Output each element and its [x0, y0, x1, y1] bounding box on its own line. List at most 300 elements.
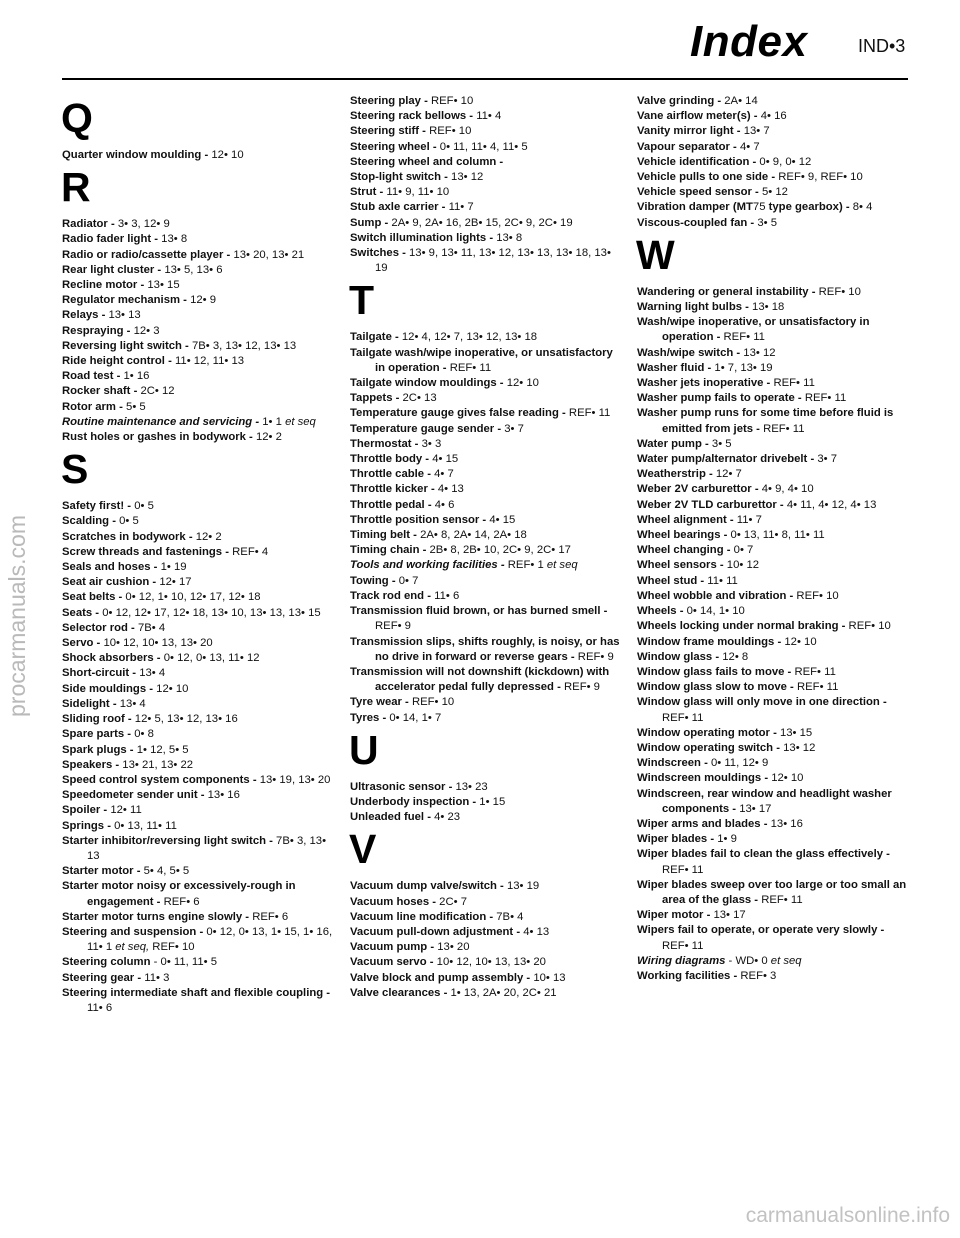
entry-refs: 0• 12, 0• 13, 11• 12 [163, 652, 260, 665]
index-entry [62, 384, 336, 399]
entry-term: Reversing light switch - [62, 339, 192, 352]
entry-refs: 13• 19, 13• 20 [259, 773, 331, 786]
header-rule [62, 78, 908, 80]
entry-term: Transmission fluid brown, or has burned smell - [350, 605, 608, 618]
entry-term: Windscreen mouldings - [637, 772, 772, 785]
entry-refs: 12• 8 [722, 650, 749, 663]
index-entry [350, 528, 624, 543]
index-entry [350, 406, 624, 421]
entry-refs: REF• 11 [662, 711, 704, 724]
entry-refs: REF• 10 [818, 285, 861, 298]
entry-term: Safety first! - [62, 500, 135, 513]
entry-term: Ultrasonic sensor - [350, 780, 456, 793]
index-entry [637, 665, 911, 680]
index-entry [637, 124, 911, 139]
entry-refs: 0• 13, 11• 11 [114, 819, 177, 832]
entry-refs: 11• 7 [736, 513, 762, 526]
entry-term: Vacuum line modification - [350, 910, 497, 923]
entry-term: Wipers fail to operate, or operate very slowly - [637, 924, 885, 937]
entry-term: Track rod end - [350, 589, 435, 602]
entry-term: Valve grinding - [637, 95, 725, 107]
index-entry [637, 315, 911, 345]
entry-refs: REF• 10 [411, 696, 455, 709]
entry-refs: 4• 15 [489, 513, 516, 526]
entry-term: Tailgate window mouldings - [350, 377, 507, 390]
entry-term: Servo - [62, 637, 104, 650]
entry-refs: 4• 15 [432, 453, 459, 466]
entry-term: Rust holes or gashes in bodywork - [62, 431, 256, 444]
index-entry [637, 574, 911, 589]
entry-term: Wiper blades - [637, 833, 718, 846]
index-entry [637, 376, 911, 391]
entry-term: Steering play - [350, 95, 431, 107]
index-entry [350, 346, 624, 376]
entry-term: Steering column [62, 956, 154, 969]
entry-refs: 4• 23 [434, 811, 461, 824]
index-entry [62, 636, 336, 651]
index-entry [62, 430, 336, 445]
index-entry [350, 795, 624, 810]
index-entry [350, 231, 624, 246]
entry-term: Ride height control - [62, 355, 175, 368]
index-entry [62, 864, 336, 879]
index-entry [637, 185, 911, 200]
section-letter: T [349, 277, 375, 324]
index-entry [637, 695, 911, 725]
entry-term: Respraying - [62, 324, 134, 337]
index-entry [350, 376, 624, 391]
entry-term: Window glass will only move in one direction - [637, 696, 887, 709]
index-entry [62, 910, 336, 925]
entry-term: Vacuum pump - [350, 941, 438, 954]
index-entry [350, 200, 624, 215]
entry-term: Seats - [62, 606, 103, 619]
index-entry [62, 712, 336, 727]
entry-term: Temperature gauge sender - [350, 422, 505, 435]
index-entry [350, 910, 624, 925]
entry-term: Seat belts - [62, 591, 126, 604]
entry-refs: 0• 14, 1• 10 [686, 605, 745, 618]
entry-term: Wheel stud - [637, 574, 708, 587]
entry-term: Washer pump fails to operate - [637, 392, 805, 405]
entry-term: Springs - [62, 819, 115, 832]
index-entry [637, 787, 911, 817]
index-entry [62, 293, 336, 308]
entry-term: Throttle cable - [350, 468, 435, 481]
entry-refs: REF• 10 [429, 125, 472, 138]
index-entry [350, 971, 624, 986]
entry-refs: 4• 16 [760, 110, 787, 123]
entry-term: Valve block and pump assembly - [350, 971, 534, 984]
entry-refs: 2A• 14 [724, 95, 758, 107]
index-entry [637, 558, 911, 573]
entry-refs: 0• 5 [119, 515, 139, 528]
index-entry [62, 530, 336, 545]
index-entry [637, 741, 911, 756]
entry-term: Working facilities - [637, 969, 741, 982]
index-entry [62, 499, 336, 514]
entry-refs: REF• 9 [577, 650, 614, 663]
entry-term: Seat air cushion - [62, 576, 160, 589]
entry-refs: 1• 16 [123, 370, 150, 383]
entry-term: Selector rod - [62, 621, 138, 634]
entry-refs: 13• 21, 13• 22 [122, 758, 194, 771]
entry-refs: 3• 7 [504, 422, 524, 435]
entry-refs: REF• 10 [430, 95, 474, 107]
entry-refs: 10• 13 [533, 971, 566, 984]
entry-term: Steering rack bellows - [350, 110, 477, 123]
entry-refs: 13• 12 [743, 346, 776, 359]
index-entry [350, 452, 624, 467]
entry-term: Spark plugs - [62, 743, 137, 756]
index-entry [62, 743, 336, 758]
entry-term: Washer fluid - [637, 361, 715, 374]
entry-refs: 13• 4 [119, 697, 146, 710]
entry-term: Wiper blades sweep over too large or too small an area of the glass - [637, 878, 907, 906]
entry-refs: 10• 12 [726, 559, 760, 572]
entry-term: Tyres - [350, 711, 390, 724]
entry-refs: 2C• 12 [140, 385, 175, 398]
index-entry [62, 217, 336, 232]
index-entry [637, 155, 911, 170]
entry-term: Recline motor - [62, 279, 148, 292]
entry-term: Weber 2V carburettor - [637, 483, 762, 496]
index-entry [62, 834, 336, 864]
section-letter: R [61, 164, 91, 211]
index-entry [350, 330, 624, 345]
entry-term: Viscous-coupled fan - [637, 216, 758, 229]
entry-refs: 13• 8 [161, 233, 188, 246]
entry-term: Washer jets inoperative - [637, 377, 774, 390]
entry-term: Tools and working facilities - [350, 559, 508, 572]
index-entry [637, 969, 911, 984]
index-entry [637, 635, 911, 650]
entry-refs: 2C• 13 [402, 392, 437, 405]
entry-refs: REF• 11 [794, 665, 836, 678]
index-entry [350, 498, 624, 513]
entry-refs: REF• 11 [568, 407, 611, 420]
index-entry [350, 94, 624, 109]
index-entry [62, 788, 336, 803]
index-entry [350, 558, 624, 573]
entry-term: Tailgate - [350, 331, 402, 344]
entry-refs-italic: et seq [770, 954, 802, 967]
page-title: Index [690, 17, 808, 66]
entry-refs: REF• 6 [252, 910, 289, 923]
index-entry [62, 590, 336, 605]
index-entry [350, 940, 624, 955]
entry-term: Starter motor turns engine slowly - [62, 910, 253, 923]
entry-term: Radio fader light - [62, 233, 162, 246]
entry-refs: 4• 13 [437, 483, 464, 496]
entry-term: Throttle position sensor - [350, 513, 490, 526]
entry-refs: REF• 11 [804, 392, 847, 405]
index-entry [637, 726, 911, 741]
index-entry [350, 391, 624, 406]
entry-term: Seals and hoses - [62, 561, 161, 574]
index-entry [62, 773, 336, 788]
entry-refs: 7B• 3, 13• 13 [87, 834, 327, 862]
entry-refs-cont: 8• 4 [852, 201, 873, 214]
index-entry [62, 278, 336, 293]
index-entry [637, 847, 911, 877]
entry-refs: 3• 5 [757, 216, 777, 229]
index-entry [350, 635, 624, 665]
index-entry [350, 879, 624, 894]
entry-term: Steering stiff - [350, 125, 430, 138]
entry-refs: 75 [752, 201, 766, 214]
entry-refs: 13• 18 [752, 301, 785, 314]
entry-term: Vane airflow meter(s) - [637, 110, 761, 123]
entry-refs: 0• 11, 12• 9 [710, 757, 769, 770]
entry-refs: 1• 1 [262, 415, 286, 428]
entry-refs: 2C• 7 [439, 895, 467, 908]
index-entry [62, 727, 336, 742]
entry-refs: 3• 5 [711, 437, 732, 450]
entry-term: Throttle body - [350, 453, 433, 466]
entry-refs: REF• 9, REF• 10 [778, 171, 863, 184]
index-entry [637, 109, 911, 124]
entry-refs: 13• 23 [455, 780, 488, 793]
entry-refs: REF• 6 [163, 895, 200, 908]
index-entry [350, 216, 624, 231]
entry-term: Towing - [350, 574, 399, 587]
entry-term: Window glass - [637, 650, 723, 663]
entry-term: Thermostat - [350, 437, 422, 450]
entry-refs: 11• 11 [707, 574, 738, 587]
entry-refs: 0• 8 [134, 728, 154, 741]
entry-term: Window operating motor - [637, 726, 780, 739]
index-entry [637, 756, 911, 771]
entry-term: Wheel wobble and vibration - [637, 589, 797, 602]
index-entry [62, 651, 336, 666]
index-entry [350, 810, 624, 825]
entry-refs: 0• 12, 12• 17, 12• 18, 13• 10, 13• 13, 13• 15 [102, 606, 321, 619]
entry-refs-italic: et seq [546, 559, 578, 572]
index-entry [637, 200, 911, 215]
entry-term: Timing belt - [350, 529, 421, 542]
index-entry [350, 513, 624, 528]
index-entry [62, 758, 336, 773]
entry-term: Wash/wipe inoperative, or unsatisfactory in operation - [637, 316, 870, 344]
entry-refs: 12• 7 [715, 468, 742, 481]
entry-term: Wiper arms and blades - [637, 817, 771, 830]
entry-term: Road test - [62, 370, 124, 383]
entry-refs: 12• 10 [506, 377, 539, 390]
index-entry [62, 621, 336, 636]
entry-refs: 2A• 8, 2A• 14, 2A• 18 [420, 529, 527, 542]
entry-term: Underbody inspection - [350, 795, 480, 808]
entry-refs: 0• 12, 1• 10, 12• 17, 12• 18 [125, 591, 261, 604]
entry-refs: 13• 4 [139, 667, 166, 680]
entry-refs: 12• 4, 12• 7, 13• 12, 13• 18 [401, 331, 538, 344]
index-entry [637, 604, 911, 619]
index-entry [350, 986, 624, 1001]
entry-refs: REF• 10 [848, 620, 891, 633]
entry-term: Timing chain - [350, 544, 430, 557]
index-entry [637, 832, 911, 847]
entry-term: Water pump/alternator drivebelt - [637, 453, 818, 466]
entry-refs: REF• 11 [449, 361, 492, 374]
index-entry [62, 263, 336, 278]
entry-refs: 2A• 9, 2A• 16, 2B• 15, 2C• 9, 2C• 19 [391, 216, 573, 229]
entry-term: Window operating switch - [637, 741, 784, 754]
index-entry [62, 682, 336, 697]
section-letter: U [349, 726, 379, 773]
entry-term: Wheels locking under normal braking - [637, 620, 849, 633]
entry-refs: REF• 3 [740, 969, 777, 982]
index-column-3 [637, 94, 911, 984]
entry-term: Starter motor - [62, 865, 144, 878]
index-entry [637, 452, 911, 467]
index-entry [637, 467, 911, 482]
entry-term: Windscreen, rear window and headlight washer components - [637, 787, 892, 815]
index-entry [637, 346, 911, 361]
entry-refs: 1• 13, 2A• 20, 2C• 21 [450, 986, 557, 999]
entry-refs: 12• 17 [159, 576, 192, 589]
entry-refs: 12• 2 [255, 431, 282, 444]
entry-term: Side mouldings - [62, 682, 157, 695]
index-entry [350, 124, 624, 139]
index-entry [62, 955, 336, 970]
entry-term: Wheel bearings - [637, 529, 731, 542]
entry-refs: 12• 2 [195, 530, 222, 543]
index-entry [637, 543, 911, 558]
entry-term: Water pump - [637, 437, 712, 450]
entry-term: Wheel alignment - [637, 513, 737, 526]
index-entry [350, 695, 624, 710]
entry-term: Wash/wipe switch - [637, 346, 744, 359]
index-entry [62, 971, 336, 986]
entry-term: Vacuum hoses - [350, 895, 440, 908]
index-entry [350, 925, 624, 940]
index-entry [637, 589, 911, 604]
entry-term: Switches - [350, 247, 410, 260]
entry-term: Vehicle speed sensor - [637, 186, 762, 199]
entry-refs: 13• 9, 13• 11, 13• 12, 13• 13, 13• 18, 13• 19 [375, 247, 611, 275]
entry-refs-italic: et seq, [115, 941, 150, 954]
page-number: IND•3 [858, 36, 906, 56]
entry-term: Stop-light switch - [350, 171, 452, 184]
entry-term: Steering wheel - [350, 140, 440, 153]
entry-refs: REF• 9 [564, 681, 600, 694]
entry-refs: 0• 7 [733, 544, 754, 557]
index-entry [62, 545, 336, 560]
index-entry [62, 369, 336, 384]
entry-refs: REF• 11 [662, 939, 704, 952]
entry-term: Switch illumination lights - [350, 231, 497, 244]
index-entry [62, 308, 336, 323]
entry-refs: - 0• 11, 11• 5 [153, 956, 218, 969]
index-entry [637, 406, 911, 436]
entry-term: Throttle kicker - [350, 483, 438, 496]
index-entry [350, 543, 624, 558]
entry-refs: 4• 11, 4• 12, 4• 13 [786, 498, 877, 511]
index-entry [350, 109, 624, 124]
entry-refs: 10• 12, 10• 13, 13• 20 [436, 956, 546, 969]
entry-term: Washer pump runs for some time before fluid is emitted from jets - [637, 407, 894, 435]
entry-term: Strut - [350, 186, 387, 199]
entry-term: Wheel sensors - [637, 559, 727, 572]
entry-term: Spare parts - [62, 728, 135, 741]
index-entry [62, 354, 336, 369]
entry-refs: 12• 10 [771, 772, 804, 785]
entry-refs: 12• 10 [156, 682, 189, 695]
entry-refs: 7B• 4 [137, 621, 166, 634]
entry-term: Spoiler - [62, 804, 111, 817]
index-entry [350, 246, 624, 276]
entry-term: Sliding roof - [62, 713, 135, 726]
entry-term: Short-circuit - [62, 667, 140, 680]
index-entry [350, 780, 624, 795]
entry-refs: 0• 11, 11• 4, 11• 5 [439, 140, 528, 153]
entry-term: Vanity mirror light - [637, 125, 744, 138]
entry-refs: 11• 9, 11• 10 [386, 186, 450, 199]
entry-refs: 3• 7 [817, 453, 838, 466]
entry-refs: 11• 6 [87, 1001, 113, 1014]
entry-refs: 11• 4 [476, 110, 502, 123]
entry-term: Valve clearances - [350, 986, 451, 999]
index-entry [62, 339, 336, 354]
entry-refs: 1• 15 [479, 795, 506, 808]
entry-refs: 1• 7, 13• 19 [714, 361, 773, 374]
index-entry [637, 300, 911, 315]
entry-refs: 1• 9 [717, 833, 737, 846]
index-entry [637, 482, 911, 497]
entry-refs: 12• 5, 13• 12, 13• 16 [134, 713, 238, 726]
entry-refs: - WD• 0 [728, 954, 771, 967]
entry-term: Steering gear - [62, 971, 145, 984]
entry-term: Starter motor noisy or excessively-rough in engagement - [62, 880, 296, 908]
section-letter: W [636, 231, 675, 278]
entry-term: Wheel changing - [637, 544, 734, 557]
entry-term: Screw threads and fastenings - [62, 545, 233, 558]
index-entry [637, 650, 911, 665]
entry-refs: REF• 10 [796, 589, 839, 602]
entry-term: Stub axle carrier - [350, 201, 449, 214]
entry-term: Wheels - [637, 605, 687, 618]
entry-term: Vehicle identification - [637, 155, 760, 168]
entry-refs: 13• 7 [743, 125, 770, 138]
entry-refs: 12• 9 [190, 294, 217, 307]
index-entry [637, 954, 911, 969]
watermark-bottom: carmanualsonline.info [745, 1204, 950, 1227]
entry-term: Radio or radio/cassette player - [62, 248, 234, 261]
entry-term: Routine maintenance and servicing - [62, 415, 263, 428]
index-entry [637, 923, 911, 953]
entry-term: Starter inhibitor/reversing light switch - [62, 834, 277, 847]
index-entry [62, 697, 336, 712]
entry-term: Wiper motor - [637, 909, 714, 922]
index-entry [637, 361, 911, 376]
index-entry [62, 400, 336, 415]
index-entry [637, 170, 911, 185]
index-entry [637, 285, 911, 300]
entry-term: Vapour separator - [637, 140, 740, 153]
entry-refs: 4• 6 [434, 498, 455, 511]
index-entry [350, 422, 624, 437]
entry-term: Window glass slow to move - [637, 681, 797, 694]
index-entry [350, 895, 624, 910]
entry-term: Window frame mouldings - [637, 635, 785, 648]
entry-term: Weatherstrip - [637, 468, 716, 481]
index-entry [62, 514, 336, 529]
entry-refs: 13• 17 [739, 802, 772, 815]
entry-term: Unleaded fuel - [350, 811, 435, 824]
index-entry [62, 415, 336, 430]
index-entry [62, 879, 336, 909]
index-entry [637, 771, 911, 786]
